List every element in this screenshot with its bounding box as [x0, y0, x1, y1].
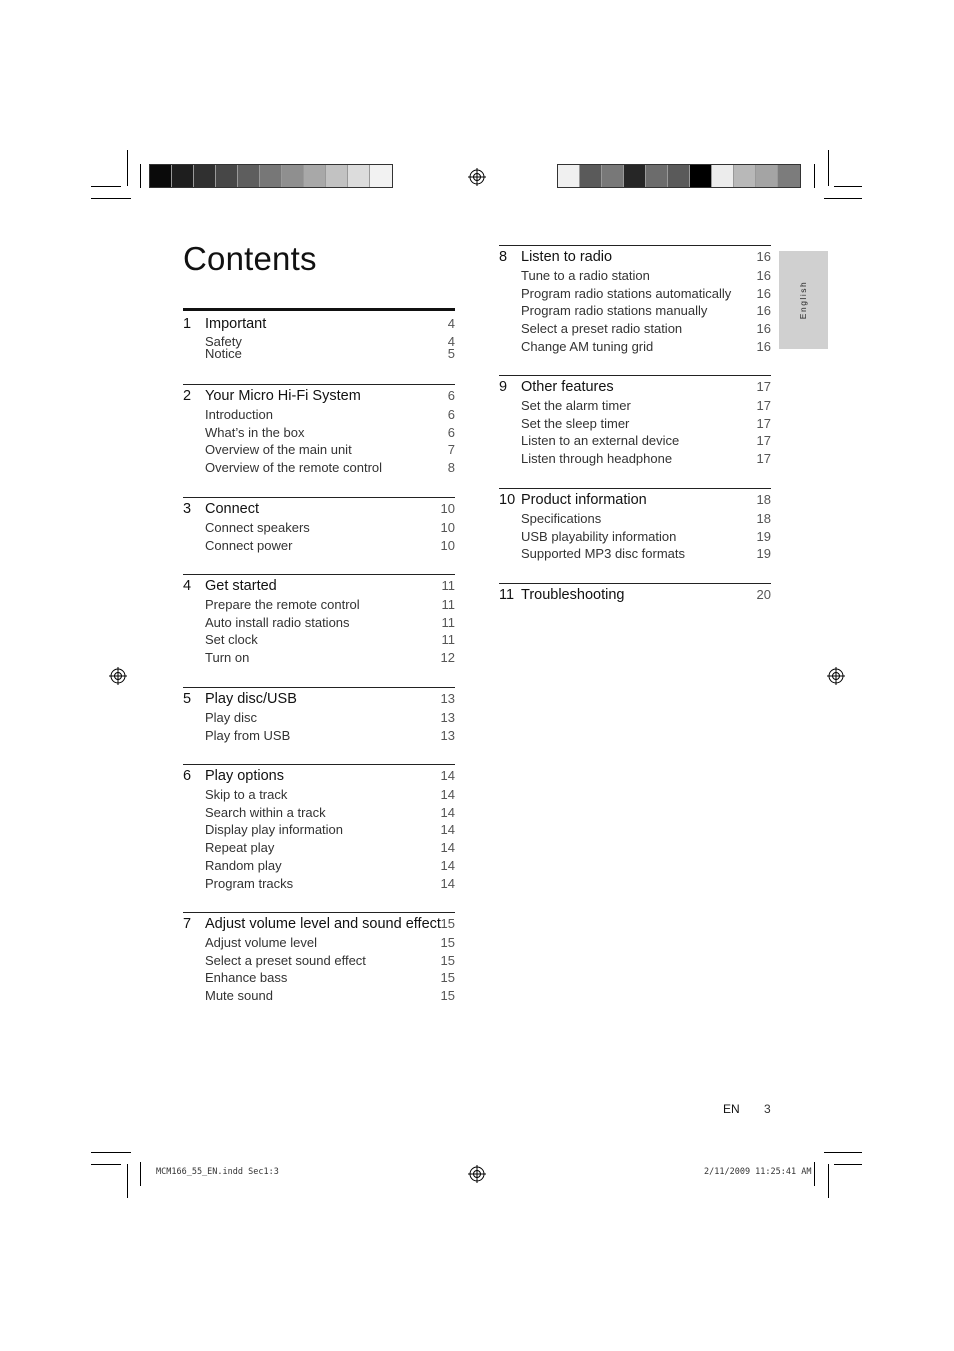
toc-entry	[183, 631, 455, 649]
toc-entry	[183, 934, 455, 952]
toc-entry-page: 14	[440, 804, 455, 820]
toc-entry-label: Set the sleep timer	[521, 415, 630, 431]
crop-mark	[814, 1162, 815, 1186]
toc-section-number: 8	[499, 249, 508, 265]
slug-file-info: MCM166_55_EN.indd Sec1:3	[156, 1167, 279, 1177]
toc-entry	[183, 596, 455, 614]
toc-section-number: 6	[183, 768, 192, 784]
toc-entry-label: Adjust volume level	[205, 935, 317, 950]
registration-mark-icon	[827, 667, 845, 685]
toc-entry-page: 11	[441, 614, 455, 630]
crop-mark	[814, 164, 815, 188]
toc-section-number: 10	[499, 492, 516, 508]
toc-entry-page: 12	[440, 650, 455, 666]
toc-entry-label: Change AM tuning grid	[521, 338, 654, 354]
color-swatch	[668, 165, 690, 187]
toc-entry-label: Turn on	[205, 650, 250, 666]
toc-section-heading	[183, 387, 455, 405]
toc-entry-label: Overview of the main unit	[205, 442, 352, 458]
toc-section	[499, 583, 771, 603]
toc-section-number: 9	[499, 379, 508, 395]
toc-entry-label: Supported MP3 disc formats	[521, 546, 686, 562]
toc-entry-page: 14	[440, 822, 455, 838]
color-swatch	[326, 165, 348, 187]
toc-entry	[183, 804, 455, 822]
toc-entry-page: 10	[440, 520, 455, 535]
toc-entry-page: 14	[440, 857, 455, 873]
toc-entry-page: 17	[756, 415, 771, 431]
crop-mark	[834, 1164, 862, 1165]
toc-entry-page: 16	[756, 338, 771, 354]
toc-section-number: 11	[499, 587, 515, 603]
toc-section	[499, 375, 771, 467]
toc-entry	[183, 424, 455, 442]
toc-section-heading	[183, 767, 455, 785]
toc-entry-label: Safety	[205, 334, 242, 349]
toc-section-title: Adjust volume level and sound effect	[205, 916, 441, 932]
toc-entry-label: Select a preset sound effect	[205, 952, 366, 968]
toc-entry	[499, 338, 771, 356]
toc-entry	[183, 519, 455, 537]
toc-entry-page: 17	[756, 433, 771, 449]
toc-entry	[499, 450, 771, 468]
color-swatch	[150, 165, 172, 187]
toc-entry-label: Program tracks	[205, 875, 294, 891]
toc-section	[183, 308, 455, 361]
toc-section-number: 3	[183, 501, 192, 517]
toc-entry-page: 11	[441, 597, 455, 612]
toc-entry-label: Overview of the remote control	[205, 460, 383, 476]
toc-entry-label: Notice	[205, 346, 242, 361]
toc-entry	[499, 320, 771, 338]
color-swatch	[260, 165, 282, 187]
color-bar-right	[557, 164, 801, 188]
color-swatch	[370, 165, 392, 187]
toc-entry-label: Skip to a track	[205, 787, 288, 802]
toc-section-number: 2	[183, 388, 192, 404]
toc-entry-label: Connect speakers	[205, 520, 310, 535]
toc-section-title: Play disc/USB	[205, 691, 297, 707]
crop-mark	[834, 186, 862, 187]
toc-entry-page: 4	[447, 334, 455, 349]
toc-entry	[499, 510, 771, 528]
color-swatch	[690, 165, 712, 187]
color-swatch	[194, 165, 216, 187]
crop-mark	[824, 198, 862, 199]
crop-mark	[91, 198, 131, 199]
toc-entry	[183, 786, 455, 804]
toc-entry-label: Introduction	[205, 407, 273, 422]
toc-entry-page: 7	[447, 442, 455, 458]
toc-section-number: 7	[183, 916, 192, 932]
toc-entry-page: 6	[447, 424, 455, 440]
toc-entry-page: 11	[441, 632, 455, 648]
toc-section-heading	[499, 378, 771, 396]
toc-section-heading	[499, 248, 771, 266]
language-tab-label-wrap	[779, 251, 828, 349]
toc-entry	[499, 267, 771, 285]
toc-section-number: 5	[183, 691, 192, 707]
toc-section-page: 16	[756, 249, 771, 264]
crop-mark	[91, 1152, 131, 1153]
toc-entry-label: Search within a track	[205, 804, 326, 820]
color-swatch	[348, 165, 370, 187]
toc-section-page: 14	[440, 768, 455, 783]
crop-mark	[828, 150, 829, 186]
toc-entry	[183, 345, 455, 363]
footer-language: EN	[723, 1102, 740, 1116]
toc-entry-label: Select a preset radio station	[521, 321, 683, 337]
toc-entry-page: 16	[756, 303, 771, 319]
toc-entry-label: Program radio stations manually	[521, 303, 708, 319]
toc-entry-page: 15	[440, 952, 455, 968]
toc-entry-page: 13	[440, 710, 455, 725]
toc-section-heading	[183, 915, 455, 933]
language-tab-label: English	[798, 280, 809, 320]
toc-entry-page: 14	[440, 840, 455, 856]
toc-entry	[183, 537, 455, 555]
toc-entry-label: Play disc	[205, 710, 258, 725]
color-swatch	[778, 165, 800, 187]
color-swatch	[646, 165, 668, 187]
color-swatch	[734, 165, 756, 187]
toc-section-title: Troubleshooting	[521, 587, 625, 603]
toc-entry-label: Prepare the remote control	[205, 597, 360, 612]
toc-entry-label: Random play	[205, 857, 282, 873]
toc-entry	[183, 821, 455, 839]
toc-entry-label: Listen to an external device	[521, 433, 680, 449]
toc-entry	[499, 528, 771, 546]
toc-entry-page: 15	[440, 970, 455, 986]
color-swatch	[602, 165, 624, 187]
toc-section-page: 15	[440, 916, 455, 931]
toc-section	[183, 574, 455, 666]
toc-entry	[499, 415, 771, 433]
toc-entry-page: 14	[440, 787, 455, 802]
crop-mark	[127, 1164, 128, 1198]
toc-section-title: Listen to radio	[521, 249, 613, 265]
page-title: Contents	[183, 240, 317, 277]
toc-entry-page: 17	[756, 398, 771, 413]
toc-entry-page: 16	[756, 321, 771, 337]
toc-entry-label: Mute sound	[205, 988, 273, 1004]
toc-section-page: 6	[447, 388, 455, 403]
footer-page-number: 3	[764, 1102, 771, 1116]
toc-entry	[183, 839, 455, 857]
toc-entry-page: 8	[447, 460, 455, 476]
toc-section-page: 17	[756, 379, 771, 394]
toc-entry	[183, 459, 455, 477]
toc-section-page: 4	[447, 316, 455, 331]
toc-entry-page: 19	[756, 528, 771, 544]
toc-entry-label: Program radio stations automatically	[521, 285, 732, 301]
toc-entry-page: 6	[447, 407, 455, 422]
toc-entry-label: Set the alarm timer	[521, 398, 631, 413]
toc-entry	[499, 302, 771, 320]
toc-entry	[183, 875, 455, 893]
toc-entry-label: USB playability information	[521, 528, 677, 544]
color-swatch	[712, 165, 734, 187]
color-swatch	[238, 165, 260, 187]
toc-section-heading	[183, 315, 455, 333]
toc-entry-page: 15	[440, 935, 455, 950]
toc-entry	[183, 441, 455, 459]
toc-entry	[499, 285, 771, 303]
color-swatch	[172, 165, 194, 187]
color-swatch	[216, 165, 238, 187]
toc-entry-label: Listen through headphone	[521, 451, 673, 467]
toc-entry	[499, 432, 771, 450]
toc-section-page: 20	[756, 587, 771, 602]
toc-entry-page: 14	[440, 875, 455, 891]
toc-entry	[499, 397, 771, 415]
toc-section	[183, 912, 455, 1004]
toc-section	[183, 764, 455, 891]
toc-entry	[183, 857, 455, 875]
toc-section-title: Get started	[205, 578, 277, 594]
toc-entry	[183, 969, 455, 987]
toc-entry-label: Auto install radio stations	[205, 614, 350, 630]
toc-entry-page: 10	[440, 537, 455, 553]
toc-section	[183, 384, 455, 476]
toc-section-title: Other features	[521, 379, 614, 395]
toc-entry-label: Connect power	[205, 537, 293, 553]
toc-entry-page: 16	[756, 285, 771, 301]
toc-section	[499, 245, 771, 354]
toc-section-title: Important	[205, 316, 267, 332]
toc-entry-label: Display play information	[205, 822, 344, 838]
color-swatch	[756, 165, 778, 187]
toc-section	[183, 687, 455, 743]
toc-entry-label: Tune to a radio station	[521, 268, 650, 283]
toc-entry	[183, 952, 455, 970]
toc-section-title: Connect	[205, 501, 260, 517]
toc-entry-label: What’s in the box	[205, 424, 305, 440]
color-swatch	[282, 165, 304, 187]
toc-section-number: 1	[183, 316, 192, 332]
toc-entry	[183, 614, 455, 632]
toc-entry	[183, 987, 455, 1005]
toc-entry-page: 16	[756, 268, 771, 283]
toc-section	[499, 488, 771, 562]
registration-mark-icon	[109, 667, 127, 685]
crop-mark	[91, 186, 121, 187]
color-swatch	[304, 165, 326, 187]
registration-mark-icon	[468, 1165, 486, 1183]
toc-section-heading	[183, 500, 455, 518]
toc-section-title: Product information	[521, 492, 647, 508]
toc-entry-label: Enhance bass	[205, 970, 288, 986]
toc-entry	[183, 406, 455, 424]
toc-section-title: Your Micro Hi-Fi System	[205, 388, 361, 404]
toc-entry-page: 5	[447, 346, 455, 361]
crop-mark	[127, 150, 128, 186]
toc-entry	[499, 545, 771, 563]
toc-section-heading	[499, 586, 771, 604]
toc-entry	[183, 727, 455, 745]
toc-entry-page: 18	[756, 511, 771, 526]
toc-section-title: Play options	[205, 768, 284, 784]
toc-section-heading	[499, 491, 771, 509]
crop-mark	[140, 1162, 141, 1186]
toc-section-heading	[183, 690, 455, 708]
toc-section	[183, 497, 455, 553]
toc-entry-page: 15	[440, 988, 455, 1004]
crop-mark	[140, 164, 141, 188]
crop-mark	[828, 1164, 829, 1198]
registration-mark-icon	[468, 168, 486, 186]
toc-section-page: 18	[756, 492, 771, 507]
crop-mark	[91, 1164, 121, 1165]
crop-mark	[824, 1152, 862, 1153]
color-swatch	[558, 165, 580, 187]
toc-entry	[183, 709, 455, 727]
toc-entry-label: Specifications	[521, 511, 602, 526]
toc-section-heading	[183, 577, 455, 595]
toc-entry	[183, 649, 455, 667]
toc-section-page: 11	[441, 578, 455, 593]
toc-entry-label: Repeat play	[205, 840, 275, 856]
toc-entry-label: Set clock	[205, 632, 258, 648]
color-swatch	[580, 165, 602, 187]
toc-entry-label: Play from USB	[205, 727, 291, 743]
toc-entry-page: 13	[440, 727, 455, 743]
color-bar-left	[149, 164, 393, 188]
toc-section-page: 10	[440, 501, 455, 516]
toc-entry-page: 17	[756, 451, 771, 467]
slug-date-info: 2/11/2009 11:25:41 AM	[704, 1167, 812, 1177]
toc-section-page: 13	[440, 691, 455, 706]
toc-section-number: 4	[183, 578, 192, 594]
color-swatch	[624, 165, 646, 187]
toc-entry-page: 19	[756, 546, 771, 562]
